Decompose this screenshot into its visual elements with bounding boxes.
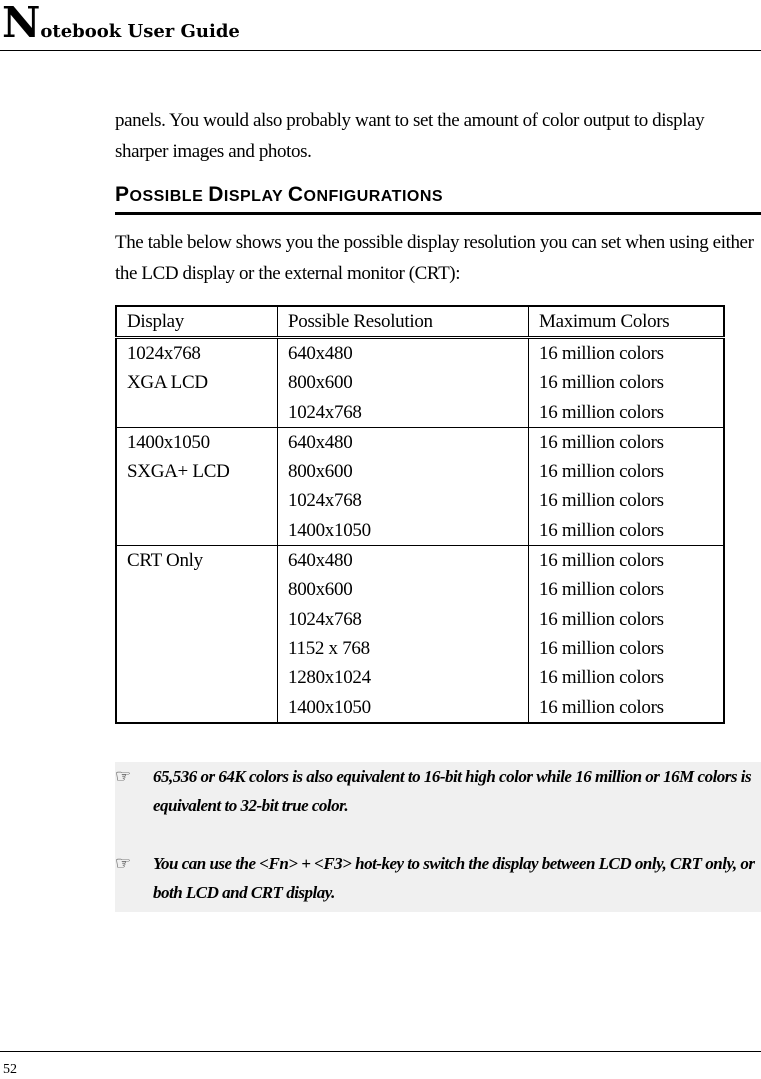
table-row: [116, 427, 724, 545]
column-header-resolution: Possible Resolution: [278, 306, 529, 338]
colors-line: 16 million colors: [539, 461, 664, 483]
pointing-hand-icon: ☞: [115, 766, 131, 787]
colors-line: 16 million colors: [539, 490, 664, 512]
page-header: [0, 0, 761, 51]
header-title-initial: N: [2, 0, 41, 47]
heading-letter-c: C: [287, 183, 304, 206]
colors-cell: [529, 338, 725, 428]
resolution-line: 800x600: [288, 461, 353, 483]
display-cell: [116, 427, 278, 545]
resolution-line: 640x480: [288, 343, 353, 364]
table-header-row: [116, 306, 724, 338]
display-configurations-table: [115, 305, 725, 724]
notes-box: [115, 762, 761, 912]
note-item: [115, 849, 761, 907]
column-header-display: Display: [116, 306, 278, 338]
page-number: 52: [3, 1062, 17, 1077]
pointing-hand-icon: ☞: [115, 853, 131, 874]
display-cell: [116, 546, 278, 723]
colors-line: 16 million colors: [539, 637, 664, 659]
note-text: 65,536 or 64K colors is also equivalent to 16-bit high color while 16 million or 16M colors is equivalent to 32-bit true color.: [153, 767, 752, 815]
resolution-line: 1024x768: [288, 490, 362, 512]
resolution-cell: [278, 338, 529, 428]
header-title-rest: otebook User Guide: [40, 21, 240, 42]
page-content: [115, 105, 761, 724]
footer-divider: [0, 1051, 761, 1052]
colors-cell: [529, 427, 725, 545]
colors-line: 16 million colors: [539, 550, 664, 572]
colors-line: 16 million colors: [539, 372, 664, 394]
resolution-cell: [278, 427, 529, 545]
heading-part-onfigurations: ONFIGURATIONS: [303, 188, 444, 205]
resolution-cell: [278, 546, 529, 723]
heading-part-ossible: OSSIBLE: [129, 188, 209, 205]
display-line: 1024x768: [127, 343, 201, 364]
header-title: [2, 0, 240, 47]
display-line: SXGA+ LCD: [127, 461, 230, 483]
resolution-line: 1152 x 768: [288, 637, 370, 659]
resolution-line: 640x480: [288, 550, 353, 572]
resolution-line: 1024x768: [288, 608, 362, 630]
resolution-line: 640x480: [288, 431, 353, 453]
display-line: XGA LCD: [127, 372, 208, 394]
heading-letter-p: P: [115, 183, 130, 206]
intro-paragraph: panels. You would also probably want to set the amount of color output to display sharper images and photos.: [115, 110, 705, 162]
colors-line: 16 million colors: [539, 579, 664, 601]
note-text: You can use the <Fn> + <F3> hot-key to switch the display between LCD only, CRT only, or both LCD and CRT display.: [153, 854, 755, 902]
table-row: [116, 546, 724, 723]
resolution-line: 1400x1050: [288, 696, 371, 718]
resolution-line: 800x600: [288, 579, 353, 601]
table-body: [116, 338, 724, 723]
section-heading: [115, 181, 761, 215]
display-cell: [116, 338, 278, 428]
heading-part-isplay: ISPLAY: [223, 188, 288, 205]
colors-line: 16 million colors: [539, 431, 664, 453]
colors-line: 16 million colors: [539, 519, 664, 541]
resolution-line: 1280x1024: [288, 667, 371, 689]
display-line: 1400x1050: [127, 431, 210, 453]
column-header-colors: Maximum Colors: [529, 306, 725, 338]
display-line: CRT Only: [127, 550, 203, 572]
heading-letter-d: D: [208, 183, 224, 206]
table-row: [116, 338, 724, 428]
resolution-line: 1400x1050: [288, 519, 371, 541]
section-description: The table below shows you the possible display resolution you can set when using either the LCD display or the external monitor (CRT):: [115, 232, 754, 284]
colors-line: 16 million colors: [539, 343, 664, 364]
resolution-line: 1024x768: [288, 401, 362, 423]
colors-line: 16 million colors: [539, 608, 664, 630]
colors-line: 16 million colors: [539, 696, 664, 718]
note-item: [115, 762, 761, 820]
colors-cell: [529, 546, 725, 723]
colors-line: 16 million colors: [539, 667, 664, 689]
resolution-line: 800x600: [288, 372, 353, 394]
colors-line: 16 million colors: [539, 401, 664, 423]
